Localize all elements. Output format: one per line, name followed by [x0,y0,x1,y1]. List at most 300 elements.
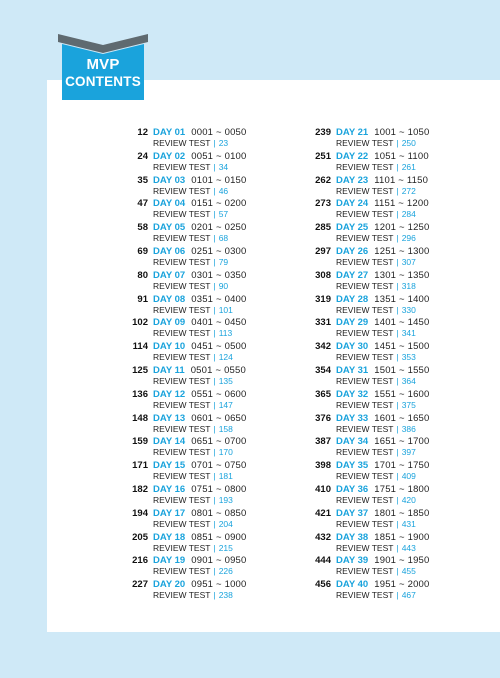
day-line [336,579,430,590]
review-page: 261 [401,161,416,172]
contents-entry[interactable] [120,246,270,270]
review-line [336,209,416,219]
review-line [336,376,416,386]
contents-badge [58,34,148,100]
day-line [153,198,247,209]
day-line [153,270,247,281]
word-range: 1601 ~ 1650 [374,412,430,424]
review-line [153,519,233,529]
review-label: REVIEW TEST [153,518,211,529]
review-label: REVIEW TEST [336,233,394,244]
review-label: REVIEW TEST [153,590,211,601]
separator: | [396,280,399,291]
review-page: 135 [218,375,233,386]
separator: | [213,280,216,291]
day-label: DAY 33 [336,412,369,424]
day-line [336,270,430,281]
contents-entry[interactable] [303,389,453,413]
page-number: 80 [137,269,148,281]
day-label: DAY 30 [336,341,369,353]
day-line [153,246,247,257]
review-line [336,233,416,243]
day-line [153,175,247,186]
contents-entry[interactable] [303,151,453,175]
page-number: 319 [315,293,331,305]
contents-entry[interactable] [120,151,270,175]
day-label: DAY 03 [153,174,186,186]
page-number: 194 [132,507,148,519]
contents-entry[interactable] [120,436,270,460]
contents-entry[interactable] [120,508,270,532]
review-label: REVIEW TEST [336,304,394,315]
separator: | [396,542,399,553]
review-page: 113 [218,328,233,339]
review-page: 170 [218,447,233,458]
contents-entry[interactable] [120,555,270,579]
review-label: REVIEW TEST [153,447,211,458]
review-page: 330 [401,304,416,315]
day-label: DAY 12 [153,388,186,400]
contents-entry[interactable] [303,460,453,484]
contents-entry[interactable] [303,436,453,460]
page-number: 262 [315,174,331,186]
contents-entry[interactable] [303,365,453,389]
review-line [153,186,228,196]
review-label: REVIEW TEST [153,304,211,315]
day-label: DAY 26 [336,245,369,257]
review-page: 420 [401,494,416,505]
contents-entry[interactable] [303,198,453,222]
contents-entry[interactable] [120,317,270,341]
contents-entry[interactable] [303,270,453,294]
review-page: 68 [218,233,229,244]
word-range: 0251 ~ 0300 [191,245,247,257]
review-line [336,305,416,315]
word-range: 1501 ~ 1550 [374,364,430,376]
separator: | [213,399,216,410]
day-label: DAY 06 [153,245,186,257]
badge-line-2: CONTENTS [65,74,141,89]
review-line [153,209,228,219]
separator: | [213,161,216,172]
day-label: DAY 02 [153,150,186,162]
page-number: 58 [137,222,148,234]
day-line [336,198,429,209]
page-number: 342 [315,341,331,353]
word-range: 1901 ~ 1950 [374,555,430,567]
separator: | [396,233,399,244]
separator: | [213,590,216,601]
day-line [336,151,429,162]
page-number: 456 [315,579,331,591]
contents-column-right [303,127,453,603]
page-number: 410 [315,483,331,495]
page-number: 35 [137,174,148,186]
word-range: 1751 ~ 1800 [374,483,430,495]
review-page: 238 [218,590,233,601]
review-label: REVIEW TEST [336,256,394,267]
day-label: DAY 13 [153,412,186,424]
contents-entry[interactable] [303,222,453,246]
review-label: REVIEW TEST [336,542,394,553]
review-line [153,328,232,338]
review-page: 364 [401,375,416,386]
separator: | [213,185,216,196]
word-range: 0401 ~ 0450 [191,317,247,329]
review-line [336,186,416,196]
page-number: 69 [137,245,148,257]
word-range: 1801 ~ 1850 [374,507,430,519]
page-number: 216 [132,555,148,567]
day-label: DAY 35 [336,460,369,472]
word-range: 0201 ~ 0250 [191,222,247,234]
review-line [336,590,416,600]
review-line [336,424,416,434]
review-label: REVIEW TEST [153,423,211,434]
review-line [336,447,416,457]
day-label: DAY 20 [153,579,186,591]
contents-entry[interactable] [120,389,270,413]
review-label: REVIEW TEST [153,185,211,196]
word-range: 0101 ~ 0150 [191,174,247,186]
review-page: 284 [401,209,416,220]
separator: | [396,590,399,601]
review-line [153,424,233,434]
day-line [153,127,247,138]
day-line [153,365,246,376]
separator: | [396,399,399,410]
day-line [336,532,430,543]
day-line [336,460,430,471]
page-number: 365 [315,388,331,400]
review-page: 124 [218,352,233,363]
contents-entry[interactable] [303,508,453,532]
day-label: DAY 25 [336,222,369,234]
review-line [336,566,416,576]
separator: | [213,494,216,505]
page-number: 91 [137,293,148,305]
review-line [336,328,416,338]
separator: | [396,256,399,267]
separator: | [213,471,216,482]
review-line [153,400,233,410]
day-label: DAY 22 [336,150,369,162]
day-label: DAY 17 [153,507,186,519]
day-label: DAY 01 [153,127,186,138]
page-number: 444 [315,555,331,567]
word-range: 0001 ~ 0050 [191,127,247,138]
separator: | [396,518,399,529]
contents-entry[interactable] [303,294,453,318]
word-range: 1551 ~ 1600 [374,388,430,400]
day-label: DAY 14 [153,436,186,448]
word-range: 0651 ~ 0700 [191,436,247,448]
day-label: DAY 15 [153,460,186,472]
day-line [336,175,428,186]
review-page: 375 [401,399,416,410]
page-number: 47 [137,198,148,210]
review-label: REVIEW TEST [153,209,211,220]
day-line [153,436,247,447]
review-label: REVIEW TEST [153,256,211,267]
contents-entry[interactable] [303,579,453,603]
word-range: 1301 ~ 1350 [374,269,430,281]
review-page: 272 [401,185,416,196]
day-label: DAY 38 [336,531,369,543]
day-line [153,555,247,566]
review-page: 250 [401,138,416,148]
separator: | [213,233,216,244]
contents-column-left [120,127,270,603]
review-page: 409 [401,471,416,482]
review-label: REVIEW TEST [153,328,211,339]
contents-entry[interactable] [120,532,270,556]
review-line [153,162,228,172]
day-line [153,294,247,305]
review-label: REVIEW TEST [336,328,394,339]
day-label: DAY 31 [336,364,369,376]
day-label: DAY 29 [336,317,369,329]
page-number: 273 [315,198,331,210]
word-range: 1151 ~ 1200 [374,198,429,210]
review-label: REVIEW TEST [153,138,211,148]
separator: | [213,518,216,529]
page-number: 387 [315,436,331,448]
review-line [153,447,233,457]
word-range: 0751 ~ 0800 [191,483,247,495]
review-label: REVIEW TEST [336,280,394,291]
page-number: 102 [132,317,148,329]
word-range: 0451 ~ 0500 [191,341,247,353]
review-page: 431 [401,518,416,529]
review-page: 341 [401,328,416,339]
contents-entry[interactable] [303,127,453,151]
review-label: REVIEW TEST [336,471,394,482]
word-range: 0051 ~ 0100 [191,150,247,162]
separator: | [213,375,216,386]
contents-entry[interactable] [120,127,270,151]
review-line [153,233,228,243]
review-page: 353 [401,352,416,363]
day-line [336,317,430,328]
separator: | [396,304,399,315]
word-range: 1251 ~ 1300 [374,245,430,257]
day-label: DAY 18 [153,531,186,543]
page-number: 376 [315,412,331,424]
day-line [153,413,247,424]
day-line [153,151,247,162]
word-range: 1651 ~ 1700 [374,436,430,448]
review-page: 79 [218,256,229,267]
page-number: 205 [132,531,148,543]
separator: | [396,185,399,196]
contents-entry[interactable] [120,460,270,484]
page-number: 297 [315,245,331,257]
day-label: DAY 16 [153,483,186,495]
page-number: 171 [132,460,148,472]
page-number: 308 [315,269,331,281]
separator: | [396,352,399,363]
review-page: 23 [218,138,229,148]
word-range: 1201 ~ 1250 [374,222,430,234]
review-label: REVIEW TEST [336,423,394,434]
review-label: REVIEW TEST [153,375,211,386]
page-number: 159 [132,436,148,448]
review-page: 443 [401,542,416,553]
review-page: 307 [401,256,416,267]
review-label: REVIEW TEST [153,494,211,505]
word-range: 0901 ~ 0950 [191,555,247,567]
contents-entry[interactable] [303,484,453,508]
page-number: 136 [132,388,148,400]
day-label: DAY 04 [153,198,186,210]
day-label: DAY 34 [336,436,369,448]
day-line [336,294,430,305]
review-page: 57 [218,209,229,220]
word-range: 0301 ~ 0350 [191,269,247,281]
word-range: 0851 ~ 0900 [191,531,247,543]
page-number: 251 [315,150,331,162]
review-page: 46 [218,185,229,196]
contents-entry[interactable] [120,222,270,246]
separator: | [213,304,216,315]
day-label: DAY 32 [336,388,369,400]
review-page: 296 [401,233,416,244]
review-label: REVIEW TEST [336,375,394,386]
separator: | [396,447,399,458]
separator: | [213,566,216,577]
day-label: DAY 23 [336,174,369,186]
day-line [336,341,430,352]
review-line [336,352,416,362]
review-page: 193 [218,494,233,505]
page-number: 354 [315,364,331,376]
page-number: 331 [315,317,331,329]
review-page: 101 [218,304,233,315]
separator: | [396,328,399,339]
separator: | [213,328,216,339]
separator: | [396,375,399,386]
separator: | [396,423,399,434]
separator: | [396,494,399,505]
review-label: REVIEW TEST [153,542,211,553]
page-number: 182 [132,483,148,495]
day-label: DAY 09 [153,317,186,329]
contents-entry[interactable] [120,294,270,318]
page-number: 148 [132,412,148,424]
review-label: REVIEW TEST [153,399,211,410]
day-line [153,460,247,471]
review-label: REVIEW TEST [153,161,211,172]
word-range: 1701 ~ 1750 [374,460,430,472]
review-line [153,566,233,576]
review-label: REVIEW TEST [336,447,394,458]
contents-entry[interactable] [120,413,270,437]
review-line [336,519,416,529]
day-label: DAY 36 [336,483,369,495]
review-line [336,162,416,172]
separator: | [213,209,216,220]
review-label: REVIEW TEST [336,518,394,529]
page-number: 432 [315,531,331,543]
word-range: 0351 ~ 0400 [191,293,247,305]
day-line [336,508,430,519]
day-label: DAY 07 [153,269,186,281]
contents-entry[interactable] [120,579,270,603]
review-label: REVIEW TEST [153,233,211,244]
review-line [336,471,416,481]
review-label: REVIEW TEST [336,399,394,410]
day-line [336,413,430,424]
day-label: DAY 08 [153,293,186,305]
page-number: 114 [132,341,148,353]
day-label: DAY 10 [153,341,186,353]
day-label: DAY 27 [336,269,369,281]
contents-entry[interactable] [120,365,270,389]
review-line [336,400,416,410]
day-line [336,365,430,376]
review-line [153,543,233,553]
contents-entry[interactable] [303,555,453,579]
review-label: REVIEW TEST [336,138,394,148]
contents-entry[interactable] [303,413,453,437]
word-range: 1051 ~ 1100 [374,150,429,162]
contents-entry[interactable] [303,532,453,556]
review-label: REVIEW TEST [153,352,211,363]
contents-entry[interactable] [303,317,453,341]
separator: | [213,138,216,148]
day-label: DAY 39 [336,555,369,567]
contents-entry[interactable] [120,341,270,365]
review-page: 204 [218,518,233,529]
contents-entry[interactable] [120,270,270,294]
review-page: 226 [218,566,233,577]
day-line [153,341,247,352]
day-label: DAY 11 [153,364,185,376]
contents-entry[interactable] [120,484,270,508]
word-range: 1001 ~ 1050 [374,127,430,138]
review-line [153,352,233,362]
separator: | [396,471,399,482]
day-line [153,222,247,233]
day-label: DAY 37 [336,507,369,519]
day-label: DAY 24 [336,198,369,210]
review-line [153,495,233,505]
word-range: 0551 ~ 0600 [191,388,247,400]
word-range: 0601 ~ 0650 [191,412,247,424]
day-line [336,246,430,257]
review-line [336,543,416,553]
contents-entry[interactable] [303,246,453,270]
contents-entry[interactable] [120,198,270,222]
word-range: 1951 ~ 2000 [374,579,430,591]
contents-entry[interactable] [303,341,453,365]
separator: | [213,352,216,363]
day-line [153,317,247,328]
review-line [336,257,416,267]
day-line [153,579,247,590]
day-line [153,484,247,495]
contents-entry[interactable] [303,175,453,199]
word-range: 0151 ~ 0200 [191,198,247,210]
review-page: 467 [401,590,416,601]
review-page: 90 [218,280,229,291]
separator: | [396,209,399,220]
day-line [153,532,247,543]
separator: | [213,447,216,458]
contents-entry[interactable] [120,175,270,199]
review-line [153,471,233,481]
